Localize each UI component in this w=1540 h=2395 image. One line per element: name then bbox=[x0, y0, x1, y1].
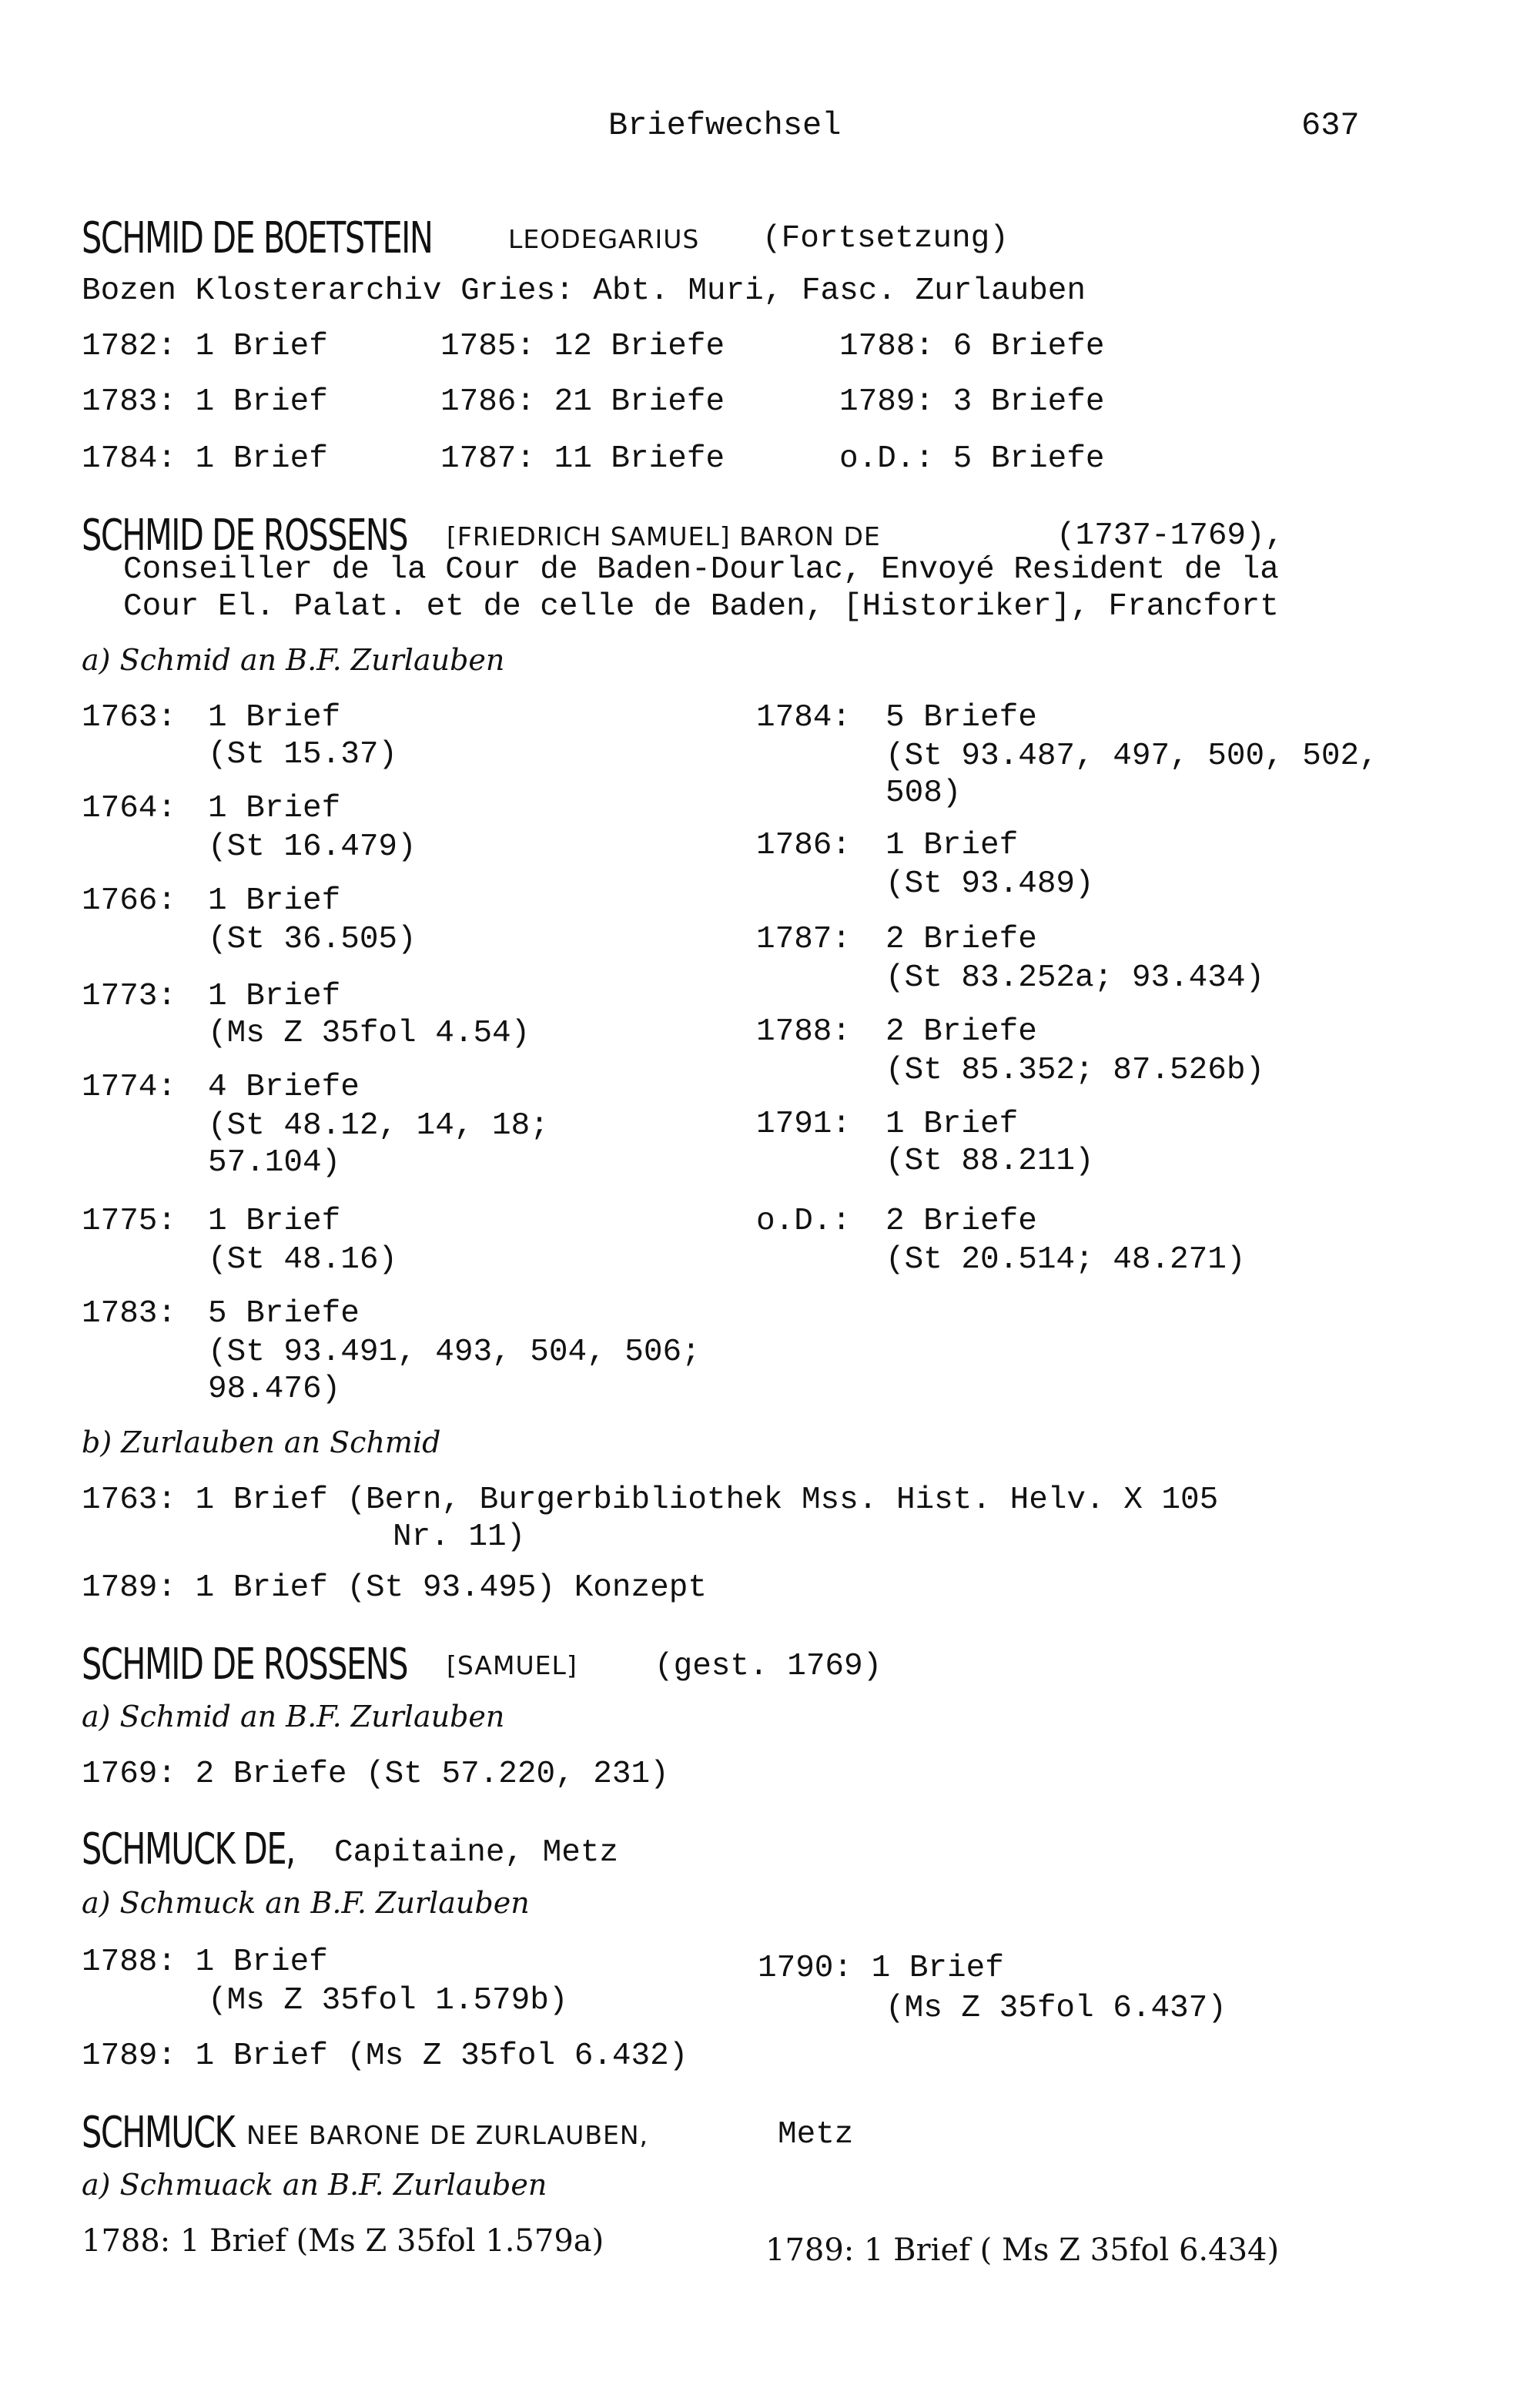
entry-heading-schmuck-nee-zurlauben: SCHMUCK bbox=[82, 2108, 235, 2158]
letter-count: 1 Brief bbox=[886, 1107, 1019, 1142]
letter-count: 2 Briefe bbox=[886, 1014, 1037, 1050]
subsection-a-label: a) Schmid an B.F. Zurlauben bbox=[82, 643, 505, 677]
letter-year: o.D.: bbox=[756, 1204, 852, 1239]
entry-heading-schmid-rossens: SCHMID DE ROSSENS bbox=[82, 511, 408, 561]
letter-year: 1783: bbox=[82, 1296, 177, 1331]
grid-cell: 1784: 1 Brief bbox=[82, 441, 328, 477]
entry-heading-given-name: [FRIEDRICH SAMUEL] BARON DE bbox=[447, 521, 881, 551]
letter-reference: (St 16.479) bbox=[208, 829, 417, 865]
entry-heading-schmuck-de: SCHMUCK DE, bbox=[82, 1824, 295, 1874]
entry-heading-given-name: [SAMUEL] bbox=[447, 1650, 578, 1680]
letter-line: 1788: 1 Brief bbox=[82, 1944, 328, 1980]
subsection-a-label: a) Schmuck an B.F. Zurlauben bbox=[82, 1886, 530, 1920]
archive-line: Bozen Klosterarchiv Gries: Abt. Muri, Fasc. Zurlauben bbox=[82, 273, 1086, 309]
letter-count: 1 Brief bbox=[208, 883, 341, 919]
letter-year: 1791: bbox=[756, 1107, 852, 1142]
letter-count: 1 Brief bbox=[208, 791, 341, 826]
letter-line: 1790: 1 Brief bbox=[758, 1951, 1004, 1986]
letter-line: 1789: 1 Brief (Ms Z 35fol 6.432) bbox=[82, 2038, 688, 2074]
letter-line: 1769: 2 Briefe (St 57.220, 231) bbox=[82, 1757, 669, 1792]
letter-reference: (St 20.514; 48.271) bbox=[886, 1242, 1246, 1278]
grid-cell: 1783: 1 Brief bbox=[82, 384, 328, 420]
letter-count: 2 Briefe bbox=[886, 922, 1037, 957]
grid-cell: 1787: 11 Briefe bbox=[440, 441, 725, 477]
letter-reference: (Ms Z 35fol 6.437) bbox=[886, 1991, 1227, 2026]
letter-count: 1 Brief bbox=[208, 979, 341, 1014]
grid-cell: 1785: 12 Briefe bbox=[440, 329, 725, 364]
letter-reference: (St 15.37) bbox=[208, 737, 398, 772]
letter-reference-cont: 508) bbox=[886, 775, 962, 811]
entry-heading-description: Capitaine, Metz bbox=[334, 1835, 619, 1871]
letter-year: 1774: bbox=[82, 1070, 177, 1105]
letter-year: 1764: bbox=[82, 791, 177, 826]
entry-heading-schmid-boetstein: SCHMID DE BOETSTEIN bbox=[82, 213, 433, 263]
subsection-a-label: a) Schmid an B.F. Zurlauben bbox=[82, 1700, 505, 1733]
letter-reference-cont: 98.476) bbox=[208, 1372, 341, 1407]
letter-line: 1788: 1 Brief (Ms Z 35fol 1.579a) bbox=[82, 2223, 604, 2259]
letter-reference: (St 36.505) bbox=[208, 922, 417, 957]
letter-count: 5 Briefe bbox=[208, 1296, 360, 1331]
letter-reference: (Ms Z 35fol 1.579b) bbox=[208, 1983, 568, 2018]
letter-year: 1784: bbox=[756, 700, 852, 735]
letter-line: 1789: 1 Brief (St 93.495) Konzept bbox=[82, 1570, 707, 1606]
letter-reference: (St 83.252a; 93.434) bbox=[886, 960, 1265, 996]
letter-reference: (St 88.211) bbox=[886, 1144, 1094, 1179]
letter-reference: (Ms Z 35fol 4.54) bbox=[208, 1016, 531, 1051]
letter-count: 1 Brief bbox=[886, 828, 1019, 863]
entry-heading-given-name: NEE BARONE DE ZURLAUBEN, bbox=[246, 2120, 648, 2150]
letter-reference: (St 85.352; 87.526b) bbox=[886, 1053, 1265, 1088]
letter-reference: (St 48.12, 14, 18; bbox=[208, 1108, 549, 1144]
running-head-title: Briefwechsel bbox=[608, 107, 842, 144]
grid-cell: o.D.: 5 Briefe bbox=[839, 441, 1105, 477]
grid-cell: 1782: 1 Brief bbox=[82, 329, 328, 364]
letter-line: 1763: 1 Brief (Bern, Burgerbibliothek Mss. Hist. Helv. X 105 bbox=[82, 1482, 1219, 1518]
subsection-a-label: a) Schmuack an B.F. Zurlauben bbox=[82, 2168, 547, 2202]
entry-heading-dates: (1737-1769), bbox=[1056, 518, 1284, 554]
letter-count: 1 Brief bbox=[208, 700, 341, 735]
grid-cell: 1786: 21 Briefe bbox=[440, 384, 725, 420]
letter-reference-cont: 57.104) bbox=[208, 1145, 341, 1181]
letter-count: 1 Brief bbox=[208, 1204, 341, 1239]
letter-year: 1787: bbox=[756, 922, 852, 957]
entry-description-line: Cour El. Palat. et de celle de Baden, [Historiker], Francfort bbox=[123, 589, 1279, 625]
grid-cell: 1789: 3 Briefe bbox=[839, 384, 1105, 420]
letter-year: 1775: bbox=[82, 1204, 177, 1239]
entry-heading-place: Metz bbox=[778, 2117, 854, 2152]
letter-line-cont: Nr. 11) bbox=[393, 1519, 526, 1555]
letter-reference: (St 48.16) bbox=[208, 1242, 398, 1278]
grid-cell: 1788: 6 Briefe bbox=[839, 329, 1105, 364]
letter-reference: (St 93.489) bbox=[886, 866, 1094, 902]
entry-heading-schmid-rossens-samuel: SCHMID DE ROSSENS bbox=[82, 1640, 408, 1690]
letter-reference: (St 93.487, 497, 500, 502, bbox=[886, 739, 1378, 774]
letter-year: 1773: bbox=[82, 979, 177, 1014]
entry-description-line: Conseiller de la Cour de Baden-Dourlac, Envoyé Resident de la bbox=[123, 552, 1279, 588]
page-number: 637 bbox=[1301, 107, 1360, 144]
entry-heading-note: (Fortsetzung) bbox=[762, 221, 1009, 256]
letter-reference: (St 93.491, 493, 504, 506; bbox=[208, 1335, 701, 1370]
letter-year: 1788: bbox=[756, 1014, 852, 1050]
letter-count: 5 Briefe bbox=[886, 700, 1037, 735]
letter-year: 1763: bbox=[82, 700, 177, 735]
entry-heading-dates: (gest. 1769) bbox=[654, 1649, 882, 1684]
letter-count: 4 Briefe bbox=[208, 1070, 360, 1105]
letter-count: 2 Briefe bbox=[886, 1204, 1037, 1239]
letter-year: 1786: bbox=[756, 828, 852, 863]
letter-year: 1766: bbox=[82, 883, 177, 919]
entry-heading-given-name: LEODEGARIUS bbox=[508, 224, 700, 254]
subsection-b-label: b) Zurlauben an Schmid bbox=[82, 1425, 441, 1459]
letter-line: 1789: 1 Brief ( Ms Z 35fol 6.434) bbox=[765, 2233, 1280, 2268]
